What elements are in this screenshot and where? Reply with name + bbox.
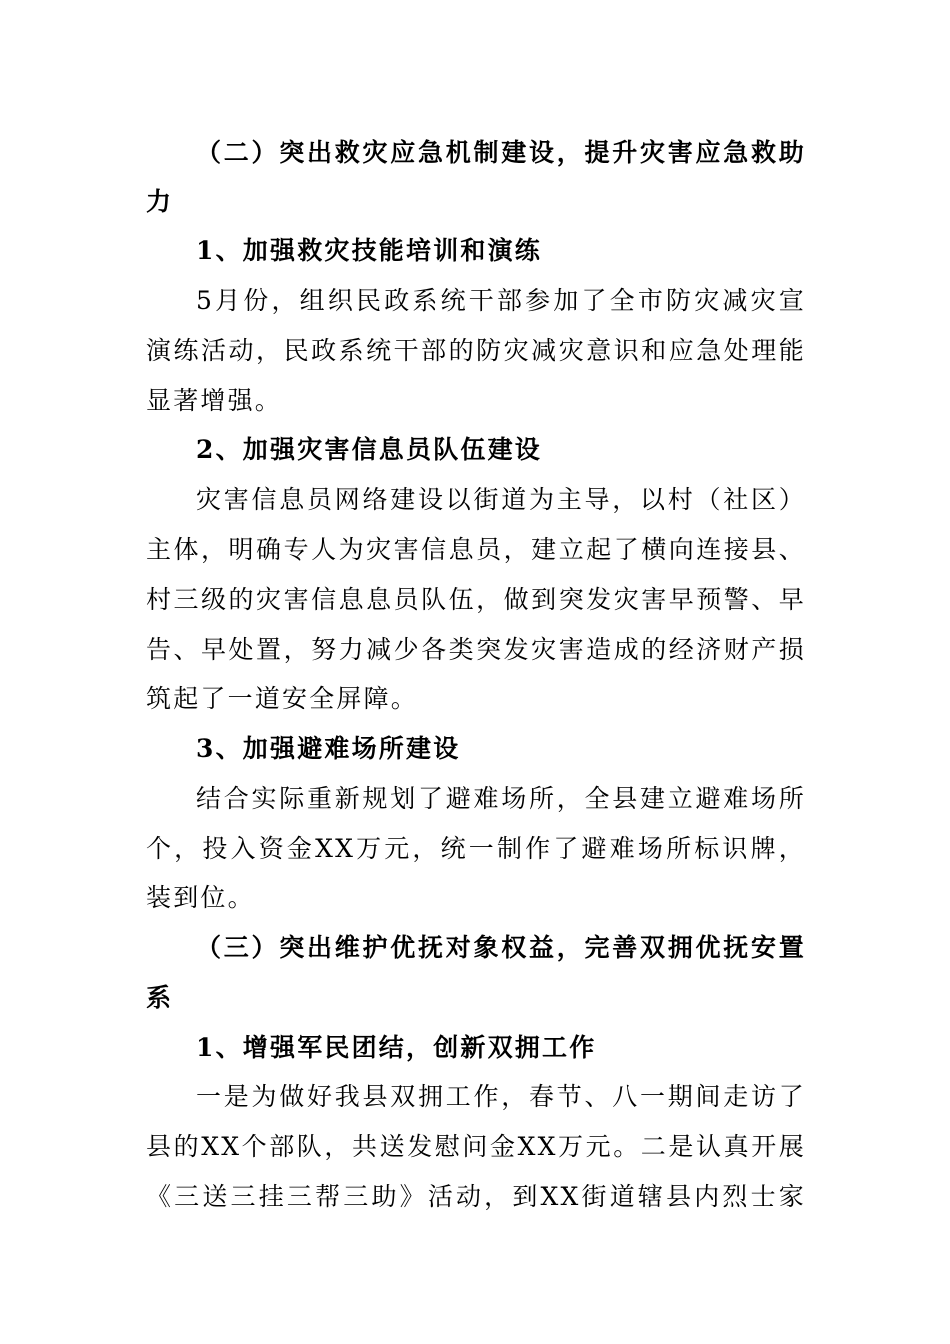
section-heading-3-cont: 系 (146, 983, 174, 1012)
paragraph-line: 县的XX个部队，共送发慰问金XX万元。二是认真开展 (146, 1132, 806, 1161)
subheading-2-2: 2、加强灾害信息员队伍建设 (196, 435, 542, 464)
paragraph-line: 《三送三挂三帮三助》活动，到XX街道辖县内烈士家 (146, 1182, 806, 1211)
paragraph-line: 告、早处置，努力减少各类突发灾害造成的经济财产损 (146, 635, 806, 664)
paragraph-line: 一是为做好我县双拥工作，春节、八一期间走访了 (196, 1082, 806, 1111)
paragraph-line: 演练活动，民政系统干部的防灾减灾意识和应急处理能 (146, 336, 806, 365)
paragraph-line: 筑起了一道安全屏障。 (146, 684, 419, 713)
section-heading-2-cont: 力 (146, 187, 174, 216)
paragraph-line: 灾害信息员网络建设以街道为主导，以村（社区） (196, 485, 806, 514)
subheading-3-1: 1、增强军民团结，创新双拥工作 (196, 1033, 597, 1062)
paragraph-line: 结合实际重新规划了避难场所，全县建立避难场所 (196, 784, 806, 813)
section-heading-3: （三）突出维护优抚对象权益，完善双拥优抚安置 (196, 933, 806, 962)
paragraph-line: 显著增强。 (146, 386, 283, 415)
subheading-2-3: 3、加强避难场所建设 (196, 734, 461, 763)
section-heading-2: （二）突出救灾应急机制建设，提升灾害应急救助 (196, 138, 806, 167)
paragraph-line: 装到位。 (146, 883, 255, 912)
paragraph-line: 个，投入资金XX万元，统一制作了避难场所标识牌， (146, 834, 806, 863)
paragraph-line: 5月份，组织民政系统干部参加了全市防灾减灾宣 (196, 286, 806, 315)
paragraph-line: 主体，明确专人为灾害信息员，建立起了横向连接县、 (146, 535, 806, 564)
subheading-2-1: 1、加强救灾技能培训和演练 (196, 236, 542, 265)
paragraph-line: 村三级的灾害信息息员队伍，做到突发灾害早预警、早 (146, 585, 806, 614)
